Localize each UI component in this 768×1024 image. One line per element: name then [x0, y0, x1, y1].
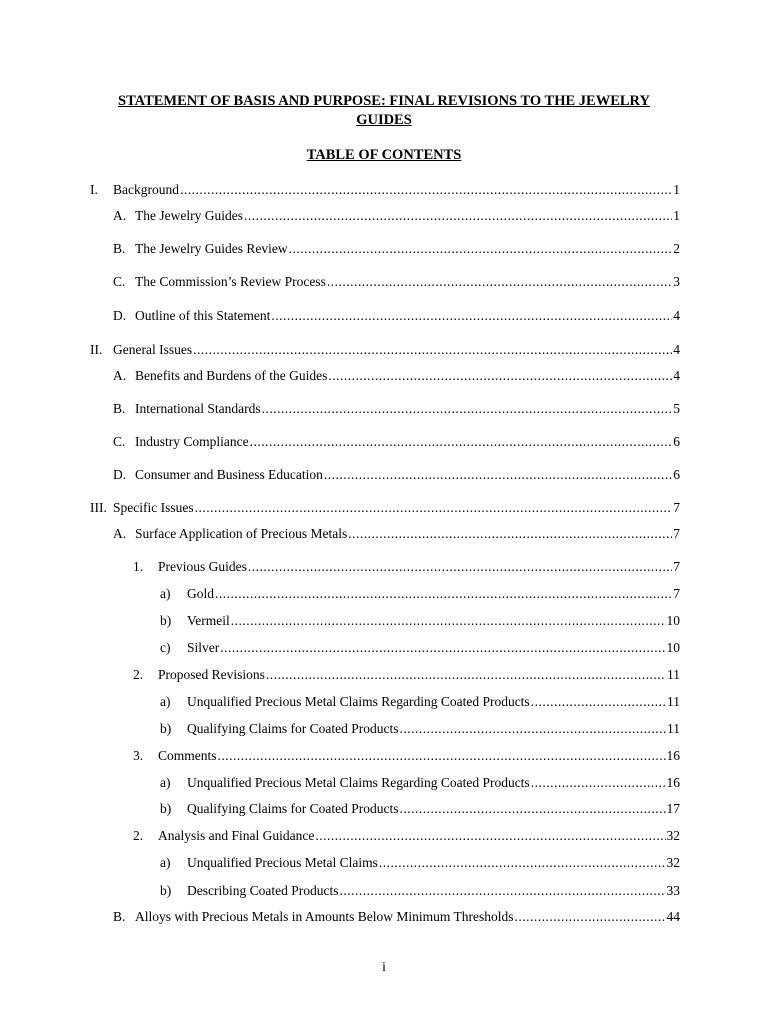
toc-entry-title: Specific Issues [113, 500, 194, 515]
toc-dot-leader [339, 882, 665, 899]
toc-entry[interactable] [113, 273, 680, 290]
toc-entry-page: 11 [667, 694, 680, 709]
toc-entry[interactable] [113, 433, 680, 450]
toc-entry-number: a) [160, 855, 171, 870]
toc-entry-page: 6 [673, 434, 680, 449]
toc-dot-leader [262, 400, 673, 417]
toc-entry-page: 4 [673, 368, 680, 383]
toc-entry-number: a) [160, 775, 171, 790]
toc-entry-title: Previous Guides [158, 559, 247, 574]
toc-entry[interactable] [90, 499, 680, 516]
toc-entry-number: A. [113, 208, 127, 223]
toc-entry-title: Analysis and Final Guidance [158, 828, 315, 843]
toc-entry[interactable] [160, 639, 680, 656]
toc-entry-number: C. [113, 274, 126, 289]
toc-entry-page: 10 [666, 640, 680, 655]
toc-entry-number: D. [113, 467, 127, 482]
toc-entry-title: International Standards [135, 401, 261, 416]
toc-entry-page: 4 [673, 342, 680, 357]
toc-entry-number: D. [113, 308, 127, 323]
toc-entry-title: Describing Coated Products [187, 883, 339, 898]
toc-dot-leader [327, 273, 672, 290]
toc-entry-page: 11 [667, 721, 680, 736]
toc-dot-leader [399, 720, 666, 737]
toc-entry-page: 7 [673, 500, 680, 515]
toc-dot-leader [324, 466, 672, 483]
toc-entry-number: B. [113, 241, 126, 256]
toc-entry[interactable] [113, 240, 680, 257]
toc-entry-number: 3. [133, 748, 144, 763]
toc-entry[interactable] [160, 720, 680, 737]
toc-entry[interactable] [113, 207, 680, 224]
toc-entry-page: 7 [673, 559, 680, 574]
toc-entry[interactable] [113, 367, 680, 384]
toc-entry-page: 1 [673, 208, 680, 223]
toc-dot-leader [515, 908, 666, 925]
toc-entry-page: 3 [673, 274, 680, 289]
document-title-line-1: STATEMENT OF BASIS AND PURPOSE: FINAL REVISIONS TO THE JEWELRY [118, 93, 650, 109]
toc-dot-leader [348, 525, 672, 542]
toc-entry[interactable] [160, 800, 680, 817]
toc-entry[interactable] [90, 181, 680, 198]
toc-entry-title: Unqualified Precious Metal Claims Regarding Coated Products [187, 775, 530, 790]
toc-entry-number: 1. [133, 559, 144, 574]
toc-entry-page: 1 [673, 182, 680, 197]
toc-entry[interactable] [160, 585, 680, 602]
toc-entry-number: B. [113, 909, 126, 924]
toc-entry-title: Industry Compliance [135, 434, 249, 449]
toc-dot-leader [531, 693, 666, 710]
toc-entry-number: a) [160, 694, 171, 709]
toc-entry-page: 5 [673, 401, 680, 416]
toc-entry[interactable] [133, 747, 680, 764]
toc-entry-number: I. [90, 182, 98, 197]
toc-entry-page: 7 [673, 586, 680, 601]
toc-entry-number: 2. [133, 667, 144, 682]
toc-entry-title: Qualifying Claims for Coated Products [187, 801, 399, 816]
toc-entry-number: b) [160, 801, 172, 816]
toc-entry-title: Alloys with Precious Metals in Amounts Below Minimum Thresholds [135, 909, 514, 924]
toc-entry-title: Silver [187, 640, 220, 655]
toc-entry-number: II. [90, 342, 103, 357]
toc-entry-page: 10 [666, 613, 680, 628]
toc-entry[interactable] [133, 666, 680, 683]
toc-entry-title: Outline of this Statement [135, 308, 271, 323]
toc-entry-title: Background [113, 182, 179, 197]
toc-entry-number: b) [160, 721, 172, 736]
toc-entry-page: 16 [666, 748, 680, 763]
toc-entry-title: Unqualified Precious Metal Claims [187, 855, 378, 870]
toc-dot-leader [180, 181, 672, 198]
toc-entry[interactable] [113, 466, 680, 483]
toc-entry-number: 2. [133, 828, 144, 843]
toc-entry-title: General Issues [113, 342, 193, 357]
toc-entry-number: B. [113, 401, 126, 416]
toc-entry[interactable] [90, 341, 680, 358]
toc-entry-page: 7 [673, 526, 680, 541]
toc-dot-leader [244, 207, 672, 224]
toc-heading: TABLE OF CONTENTS [306, 147, 462, 163]
toc-entry[interactable] [113, 525, 680, 542]
toc-dot-leader [231, 612, 666, 629]
toc-entry-page: 6 [673, 467, 680, 482]
toc-entry[interactable] [160, 693, 680, 710]
toc-entry-title: Unqualified Precious Metal Claims Regarding Coated Products [187, 694, 530, 709]
toc-entry-title: Surface Application of Precious Metals [135, 526, 348, 541]
toc-dot-leader [271, 307, 672, 324]
document-title-line-2: GUIDES [356, 112, 412, 128]
toc-entry-number: b) [160, 613, 172, 628]
toc-dot-leader [379, 854, 666, 871]
toc-entry-title: The Jewelry Guides [135, 208, 243, 223]
toc-entry-number: III. [90, 500, 107, 515]
toc-entry-page: 11 [667, 667, 680, 682]
toc-entry-title: Comments [158, 748, 217, 763]
toc-entry[interactable] [160, 774, 680, 791]
toc-entry-title: Vermeil [187, 613, 230, 628]
toc-entry[interactable] [133, 558, 680, 575]
document-title [80, 92, 688, 130]
toc-entry-number: A. [113, 368, 127, 383]
toc-entry-title: Benefits and Burdens of the Guides [135, 368, 328, 383]
toc-entry-number: C. [113, 434, 126, 449]
toc-entry[interactable] [113, 908, 680, 925]
toc-entry-title: The Jewelry Guides Review [135, 241, 288, 256]
toc-dot-leader [399, 800, 665, 817]
toc-entry-page: 2 [673, 241, 680, 256]
toc-entry[interactable] [160, 612, 680, 629]
toc-entry-title: Proposed Revisions [158, 667, 265, 682]
page-number-footer: i [382, 959, 386, 974]
toc-entry-page: 4 [673, 308, 680, 323]
toc-dot-leader [220, 639, 665, 656]
toc-entry[interactable] [160, 854, 680, 871]
toc-dot-leader [250, 433, 673, 450]
toc-entry-title: The Commission’s Review Process [135, 274, 326, 289]
toc-entry[interactable] [113, 307, 680, 324]
toc-entry[interactable] [160, 882, 680, 899]
toc-dot-leader [195, 499, 673, 516]
toc-entry-number: c) [160, 640, 171, 655]
toc-entry-page: 32 [666, 828, 680, 843]
toc-entry-page: 17 [666, 801, 680, 816]
toc-entry[interactable] [133, 827, 680, 844]
toc-dot-leader [215, 585, 672, 602]
toc-entry-title: Qualifying Claims for Coated Products [187, 721, 399, 736]
toc-entry-title: Consumer and Business Education [135, 467, 323, 482]
toc-dot-leader [289, 240, 673, 257]
toc-entry-page: 16 [666, 775, 680, 790]
toc-entry-title: Gold [187, 586, 214, 601]
toc-entry-page: 44 [666, 909, 680, 924]
toc-entry-number: b) [160, 883, 172, 898]
toc-dot-leader [328, 367, 672, 384]
toc-dot-leader [266, 666, 666, 683]
toc-dot-leader [531, 774, 666, 791]
toc-dot-leader [315, 827, 665, 844]
toc-entry-page: 33 [666, 883, 680, 898]
toc-dot-leader [193, 341, 672, 358]
toc-entry-page: 32 [666, 855, 680, 870]
toc-dot-leader [248, 558, 672, 575]
toc-entry-number: a) [160, 586, 171, 601]
toc-entry-number: A. [113, 526, 127, 541]
toc-dot-leader [218, 747, 666, 764]
toc-entry[interactable] [113, 400, 680, 417]
